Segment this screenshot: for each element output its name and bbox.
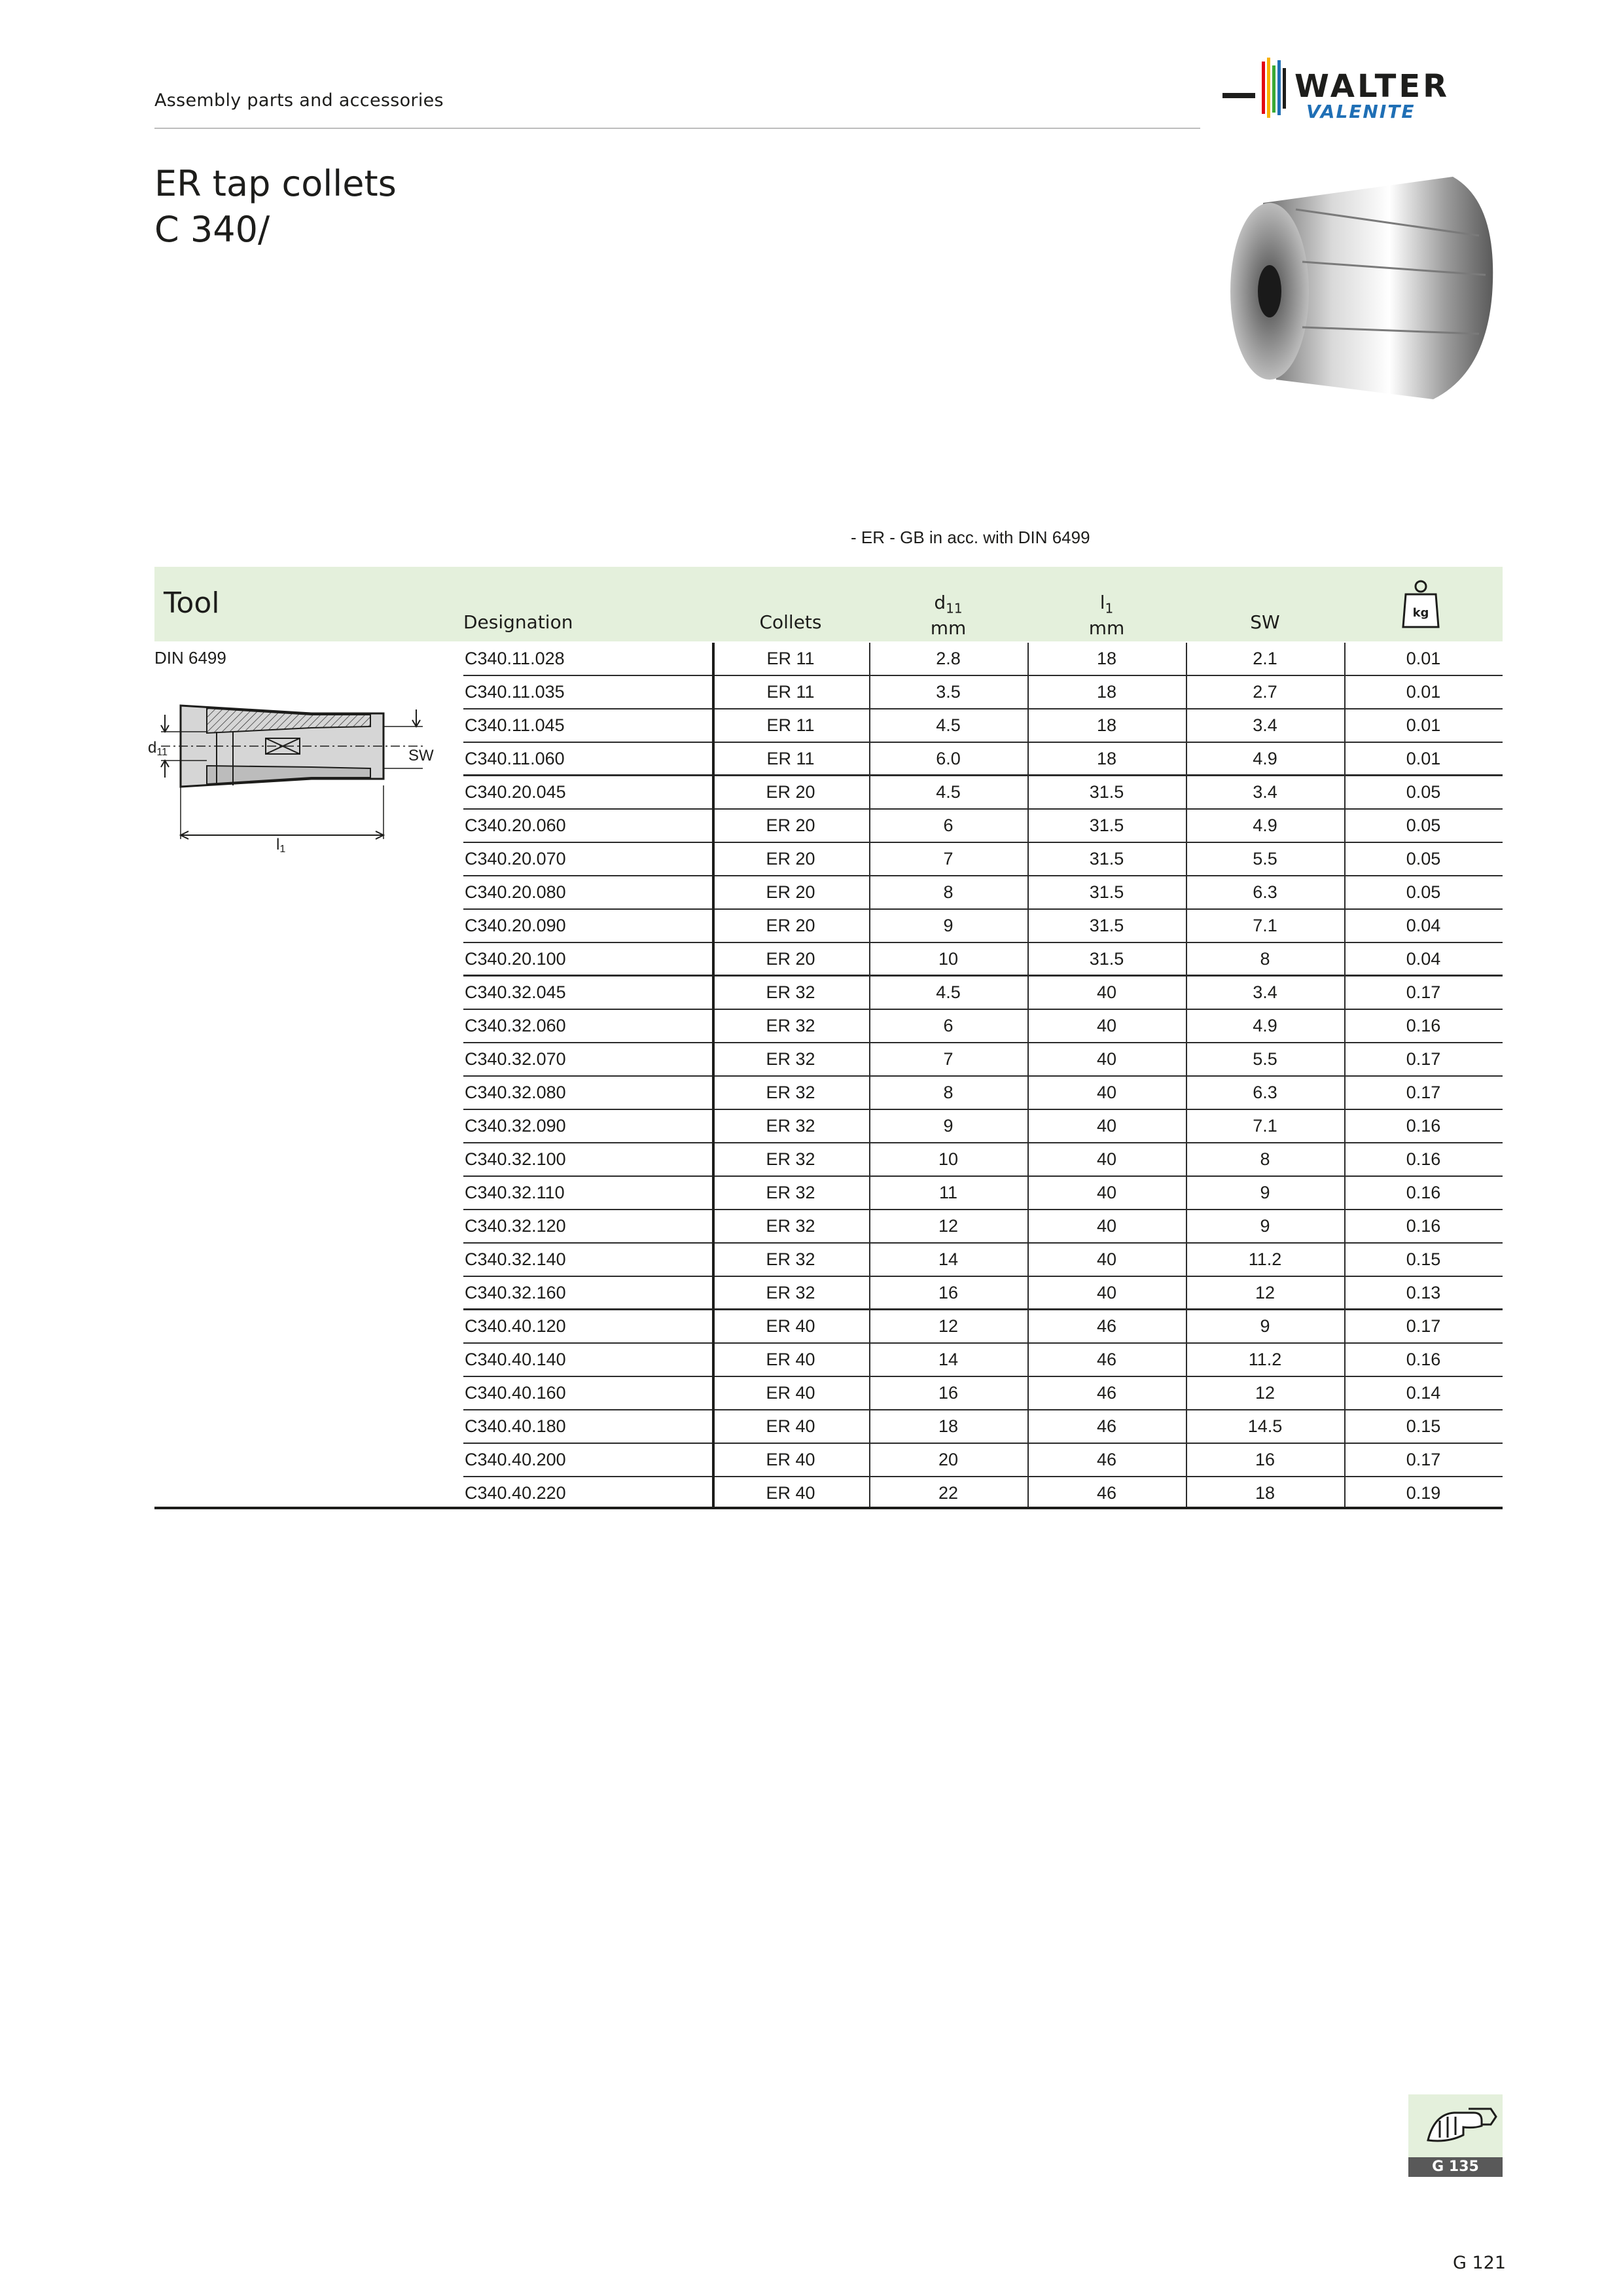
din-label: DIN 6499 bbox=[154, 648, 226, 668]
cell-kg: 0.13 bbox=[1406, 1283, 1441, 1302]
cell-collets: ER 11 bbox=[766, 749, 815, 768]
cell-l1: 18 bbox=[1096, 749, 1117, 768]
table-row bbox=[463, 977, 1503, 1010]
table-row bbox=[463, 709, 1503, 743]
cell-kg: 0.04 bbox=[1406, 949, 1441, 969]
cell-kg: 0.16 bbox=[1406, 1149, 1441, 1169]
header-rule bbox=[154, 128, 1200, 129]
cell-collets: ER 11 bbox=[766, 715, 815, 735]
cell-l1: 40 bbox=[1096, 1216, 1117, 1236]
cell-designation: C340.11.035 bbox=[465, 682, 565, 702]
cell-collets: ER 32 bbox=[766, 982, 815, 1002]
collet-photo bbox=[1217, 164, 1512, 412]
cell-designation: C340.20.100 bbox=[465, 949, 566, 969]
cell-l1: 40 bbox=[1096, 1116, 1117, 1136]
cell-designation: C340.32.070 bbox=[465, 1049, 566, 1069]
cell-collets: ER 20 bbox=[766, 782, 815, 802]
cell-kg: 0.17 bbox=[1406, 1049, 1441, 1069]
cell-kg: 0.01 bbox=[1406, 749, 1441, 768]
weight-kg-icon bbox=[1400, 579, 1441, 631]
cell-sw: 3.4 bbox=[1253, 715, 1277, 735]
cell-designation: C340.11.060 bbox=[465, 749, 565, 768]
cell-kg: 0.16 bbox=[1406, 1116, 1441, 1136]
cell-d11: 14 bbox=[938, 1350, 959, 1369]
cell-sw: 5.5 bbox=[1253, 849, 1277, 869]
cell-kg: 0.17 bbox=[1406, 1083, 1441, 1102]
cell-d11: 3.5 bbox=[936, 682, 961, 702]
cell-d11: 10 bbox=[938, 1149, 959, 1169]
cell-collets: ER 40 bbox=[766, 1383, 815, 1403]
cell-d11: 10 bbox=[938, 949, 959, 969]
cell-designation: C340.32.160 bbox=[465, 1283, 566, 1302]
column-header-sw: SW bbox=[1250, 611, 1280, 633]
cell-sw: 7.1 bbox=[1253, 916, 1277, 935]
table-row bbox=[463, 1377, 1503, 1410]
collet-bore-shape bbox=[1258, 265, 1281, 317]
cell-d11: 12 bbox=[938, 1216, 959, 1236]
cell-collets: ER 11 bbox=[766, 649, 815, 668]
table-row bbox=[463, 1477, 1503, 1511]
cell-l1: 40 bbox=[1096, 982, 1117, 1002]
l1-symbol: $l_1$ bbox=[1099, 592, 1114, 617]
table-row bbox=[463, 1110, 1503, 1143]
cell-sw: 12 bbox=[1255, 1283, 1275, 1302]
cell-designation: C340.20.080 bbox=[465, 882, 566, 902]
cell-designation: C340.32.090 bbox=[465, 1116, 566, 1136]
table-row bbox=[463, 1277, 1503, 1310]
cell-designation: C340.20.060 bbox=[465, 816, 566, 835]
cell-d11: 2.8 bbox=[936, 649, 961, 668]
column-separator-kg bbox=[1344, 643, 1346, 1507]
cell-designation: C340.32.100 bbox=[465, 1149, 566, 1169]
cell-sw: 5.5 bbox=[1253, 1049, 1277, 1069]
l1-unit: mm bbox=[1088, 617, 1125, 639]
tool-label: Tool bbox=[164, 586, 220, 620]
cell-l1: 46 bbox=[1096, 1483, 1117, 1503]
cell-designation: C340.40.220 bbox=[465, 1483, 566, 1503]
cell-d11: 18 bbox=[938, 1416, 959, 1436]
cell-l1: 46 bbox=[1096, 1316, 1117, 1336]
cell-collets: ER 20 bbox=[766, 849, 815, 869]
cross-reference-badge[interactable] bbox=[1408, 2094, 1503, 2157]
cell-sw: 2.1 bbox=[1253, 649, 1277, 668]
cell-sw: 7.1 bbox=[1253, 1116, 1277, 1136]
cell-designation: C340.40.200 bbox=[465, 1450, 566, 1469]
logo-valenite-text: VALENITE bbox=[1306, 101, 1416, 122]
cell-sw: 11.2 bbox=[1248, 1249, 1282, 1269]
cell-l1: 18 bbox=[1096, 715, 1117, 735]
cell-designation: C340.32.080 bbox=[465, 1083, 566, 1102]
cell-designation: C340.32.140 bbox=[465, 1249, 566, 1269]
cell-sw: 8 bbox=[1260, 949, 1270, 969]
cell-designation: C340.32.045 bbox=[465, 982, 566, 1002]
cell-kg: 0.05 bbox=[1406, 882, 1441, 902]
cell-d11: 8 bbox=[943, 882, 954, 902]
cell-l1: 40 bbox=[1096, 1016, 1117, 1035]
table-row bbox=[463, 1344, 1503, 1377]
table-row bbox=[463, 1043, 1503, 1077]
cell-sw: 12 bbox=[1255, 1383, 1275, 1403]
cell-sw: 9 bbox=[1260, 1316, 1270, 1336]
page-subtitle: C 340/ bbox=[154, 209, 270, 250]
cell-designation: C340.32.060 bbox=[465, 1016, 566, 1035]
cell-d11: 12 bbox=[938, 1316, 959, 1336]
cell-kg: 0.05 bbox=[1406, 816, 1441, 835]
cell-l1: 46 bbox=[1096, 1450, 1117, 1469]
cell-kg: 0.19 bbox=[1406, 1483, 1441, 1503]
d11-symbol: $d_{11}$ bbox=[934, 592, 963, 617]
cell-collets: ER 20 bbox=[766, 949, 815, 969]
cell-d11: 4.5 bbox=[936, 982, 961, 1002]
column-separator-collets bbox=[712, 643, 715, 1507]
table-row bbox=[463, 676, 1503, 709]
reference-label[interactable]: G 135 bbox=[1432, 2159, 1479, 2175]
table-row bbox=[463, 643, 1503, 676]
cell-sw: 18 bbox=[1255, 1483, 1275, 1503]
cell-designation: C340.40.180 bbox=[465, 1416, 566, 1436]
table-row bbox=[463, 943, 1503, 977]
cell-kg: 0.16 bbox=[1406, 1216, 1441, 1236]
cell-designation: C340.32.110 bbox=[465, 1183, 565, 1202]
cell-d11: 6.0 bbox=[936, 749, 961, 768]
drawing-label-d11: d11 bbox=[148, 739, 168, 758]
cell-sw: 14.5 bbox=[1247, 1416, 1283, 1436]
table-row bbox=[463, 1177, 1503, 1210]
cell-collets: ER 20 bbox=[766, 882, 815, 902]
cell-sw: 4.9 bbox=[1253, 816, 1277, 835]
cell-kg: 0.17 bbox=[1406, 982, 1441, 1002]
walter-valenite-logo bbox=[1222, 55, 1510, 134]
cell-d11: 7 bbox=[943, 849, 954, 869]
cell-sw: 11.2 bbox=[1248, 1350, 1282, 1369]
cell-collets: ER 32 bbox=[766, 1049, 815, 1069]
cell-kg: 0.01 bbox=[1406, 682, 1441, 702]
cell-kg: 0.15 bbox=[1406, 1416, 1441, 1436]
cell-d11: 16 bbox=[938, 1283, 959, 1302]
cell-l1: 31.5 bbox=[1089, 849, 1124, 869]
cell-designation: C340.20.070 bbox=[465, 849, 566, 869]
cell-sw: 9 bbox=[1260, 1183, 1270, 1202]
table-row bbox=[463, 843, 1503, 876]
cell-kg: 0.15 bbox=[1406, 1249, 1441, 1269]
cell-kg: 0.16 bbox=[1406, 1183, 1441, 1202]
cell-d11: 8 bbox=[943, 1083, 954, 1102]
cell-l1: 46 bbox=[1096, 1416, 1117, 1436]
cell-kg: 0.04 bbox=[1406, 916, 1441, 935]
cell-collets: ER 32 bbox=[766, 1216, 815, 1236]
cell-kg: 0.17 bbox=[1406, 1316, 1441, 1336]
cell-l1: 31.5 bbox=[1089, 916, 1124, 935]
cell-collets: ER 32 bbox=[766, 1249, 815, 1269]
cell-collets: ER 40 bbox=[766, 1350, 815, 1369]
cell-designation: C340.11.028 bbox=[465, 649, 565, 668]
cell-d11: 9 bbox=[943, 916, 954, 935]
section-title: Assembly parts and accessories bbox=[154, 90, 444, 111]
cell-sw: 8 bbox=[1260, 1149, 1270, 1169]
cell-sw: 3.4 bbox=[1253, 982, 1277, 1002]
cell-sw: 4.9 bbox=[1253, 749, 1277, 768]
cell-l1: 31.5 bbox=[1089, 816, 1124, 835]
cell-sw: 3.4 bbox=[1253, 782, 1277, 802]
cell-d11: 9 bbox=[943, 1116, 954, 1136]
cell-l1: 40 bbox=[1096, 1149, 1117, 1169]
drawing-label-l1: l1 bbox=[276, 836, 286, 855]
table-row bbox=[463, 1410, 1503, 1444]
cell-collets: ER 11 bbox=[766, 682, 815, 702]
cell-l1: 31.5 bbox=[1089, 949, 1124, 969]
cell-l1: 40 bbox=[1096, 1083, 1117, 1102]
table-row bbox=[463, 1444, 1503, 1477]
cell-collets: ER 20 bbox=[766, 816, 815, 835]
cell-collets: ER 40 bbox=[766, 1483, 815, 1503]
cell-collets: ER 40 bbox=[766, 1450, 815, 1469]
cell-kg: 0.17 bbox=[1406, 1450, 1441, 1469]
norm-note: - ER - GB in acc. with DIN 6499 bbox=[851, 528, 1090, 547]
table-row bbox=[463, 910, 1503, 943]
cell-designation: C340.20.045 bbox=[465, 782, 566, 802]
cell-kg: 0.05 bbox=[1406, 782, 1441, 802]
cell-sw: 16 bbox=[1255, 1450, 1275, 1469]
cell-d11: 7 bbox=[943, 1049, 954, 1069]
column-header-designation: Designation bbox=[463, 611, 573, 633]
cell-designation: C340.11.045 bbox=[465, 715, 565, 735]
table-bottom-rule bbox=[154, 1507, 1503, 1509]
cell-collets: ER 32 bbox=[766, 1116, 815, 1136]
cell-designation: C340.40.140 bbox=[465, 1350, 566, 1369]
table-row bbox=[463, 1143, 1503, 1177]
cell-d11: 4.5 bbox=[936, 715, 961, 735]
table-row bbox=[463, 876, 1503, 910]
column-header-collets: Collets bbox=[759, 611, 822, 633]
cell-sw: 6.3 bbox=[1253, 882, 1277, 902]
cell-l1: 18 bbox=[1096, 682, 1117, 702]
table-row bbox=[463, 1010, 1503, 1043]
cell-d11: 14 bbox=[938, 1249, 959, 1269]
cell-d11: 11 bbox=[938, 1183, 958, 1202]
drawing-label-sw: SW bbox=[408, 747, 434, 764]
cell-collets: ER 32 bbox=[766, 1016, 815, 1035]
column-header-l1 bbox=[1027, 593, 1186, 638]
logo-walter-text: WALTER bbox=[1294, 68, 1450, 105]
cell-sw: 9 bbox=[1260, 1216, 1270, 1236]
cell-designation: C340.32.120 bbox=[465, 1216, 566, 1236]
table-row bbox=[463, 743, 1503, 776]
column-separator-l1 bbox=[1027, 643, 1029, 1507]
cell-designation: C340.40.120 bbox=[465, 1316, 566, 1336]
table-row bbox=[463, 1077, 1503, 1110]
column-separator-sw bbox=[1186, 643, 1187, 1507]
cell-d11: 6 bbox=[943, 1016, 954, 1035]
cell-l1: 40 bbox=[1096, 1049, 1117, 1069]
column-header-d11 bbox=[869, 593, 1027, 638]
cell-d11: 16 bbox=[938, 1383, 959, 1403]
weight-icon-label: kg bbox=[1412, 606, 1429, 620]
page-title: ER tap collets bbox=[154, 163, 397, 204]
cell-l1: 31.5 bbox=[1089, 882, 1124, 902]
cell-kg: 0.01 bbox=[1406, 649, 1441, 668]
cell-collets: ER 20 bbox=[766, 916, 815, 935]
cell-d11: 22 bbox=[938, 1483, 959, 1503]
data-table bbox=[463, 643, 1503, 1511]
page-number: G 121 bbox=[1453, 2253, 1507, 2273]
cell-d11: 20 bbox=[938, 1450, 959, 1469]
cell-collets: ER 32 bbox=[766, 1183, 815, 1202]
table-row bbox=[463, 1244, 1503, 1277]
cell-collets: ER 32 bbox=[766, 1083, 815, 1102]
table-row bbox=[463, 810, 1503, 843]
cell-designation: C340.20.090 bbox=[465, 916, 566, 935]
cell-l1: 40 bbox=[1096, 1249, 1117, 1269]
cell-l1: 40 bbox=[1096, 1283, 1117, 1302]
cell-l1: 31.5 bbox=[1089, 782, 1124, 802]
table-row bbox=[463, 1210, 1503, 1244]
collet-technical-drawing bbox=[148, 687, 442, 884]
cell-sw: 6.3 bbox=[1253, 1083, 1277, 1102]
cell-l1: 46 bbox=[1096, 1350, 1117, 1369]
cell-collets: ER 32 bbox=[766, 1283, 815, 1302]
cell-sw: 2.7 bbox=[1253, 682, 1277, 702]
table-row bbox=[463, 776, 1503, 810]
cell-l1: 46 bbox=[1096, 1383, 1117, 1403]
cell-d11: 4.5 bbox=[936, 782, 961, 802]
cell-l1: 40 bbox=[1096, 1183, 1117, 1202]
cell-sw: 4.9 bbox=[1253, 1016, 1277, 1035]
cell-d11: 6 bbox=[943, 816, 954, 835]
cell-collets: ER 40 bbox=[766, 1416, 815, 1436]
table-row bbox=[463, 1310, 1503, 1344]
cell-collets: ER 40 bbox=[766, 1316, 815, 1336]
cell-collets: ER 32 bbox=[766, 1149, 815, 1169]
cell-kg: 0.01 bbox=[1406, 715, 1441, 735]
column-separator-d11 bbox=[869, 643, 870, 1507]
cell-kg: 0.16 bbox=[1406, 1350, 1441, 1369]
cell-designation: C340.40.160 bbox=[465, 1383, 566, 1403]
d11-unit: mm bbox=[930, 617, 967, 639]
cell-kg: 0.05 bbox=[1406, 849, 1441, 869]
cell-l1: 18 bbox=[1096, 649, 1117, 668]
cell-kg: 0.16 bbox=[1406, 1016, 1441, 1035]
cell-kg: 0.14 bbox=[1406, 1383, 1441, 1403]
